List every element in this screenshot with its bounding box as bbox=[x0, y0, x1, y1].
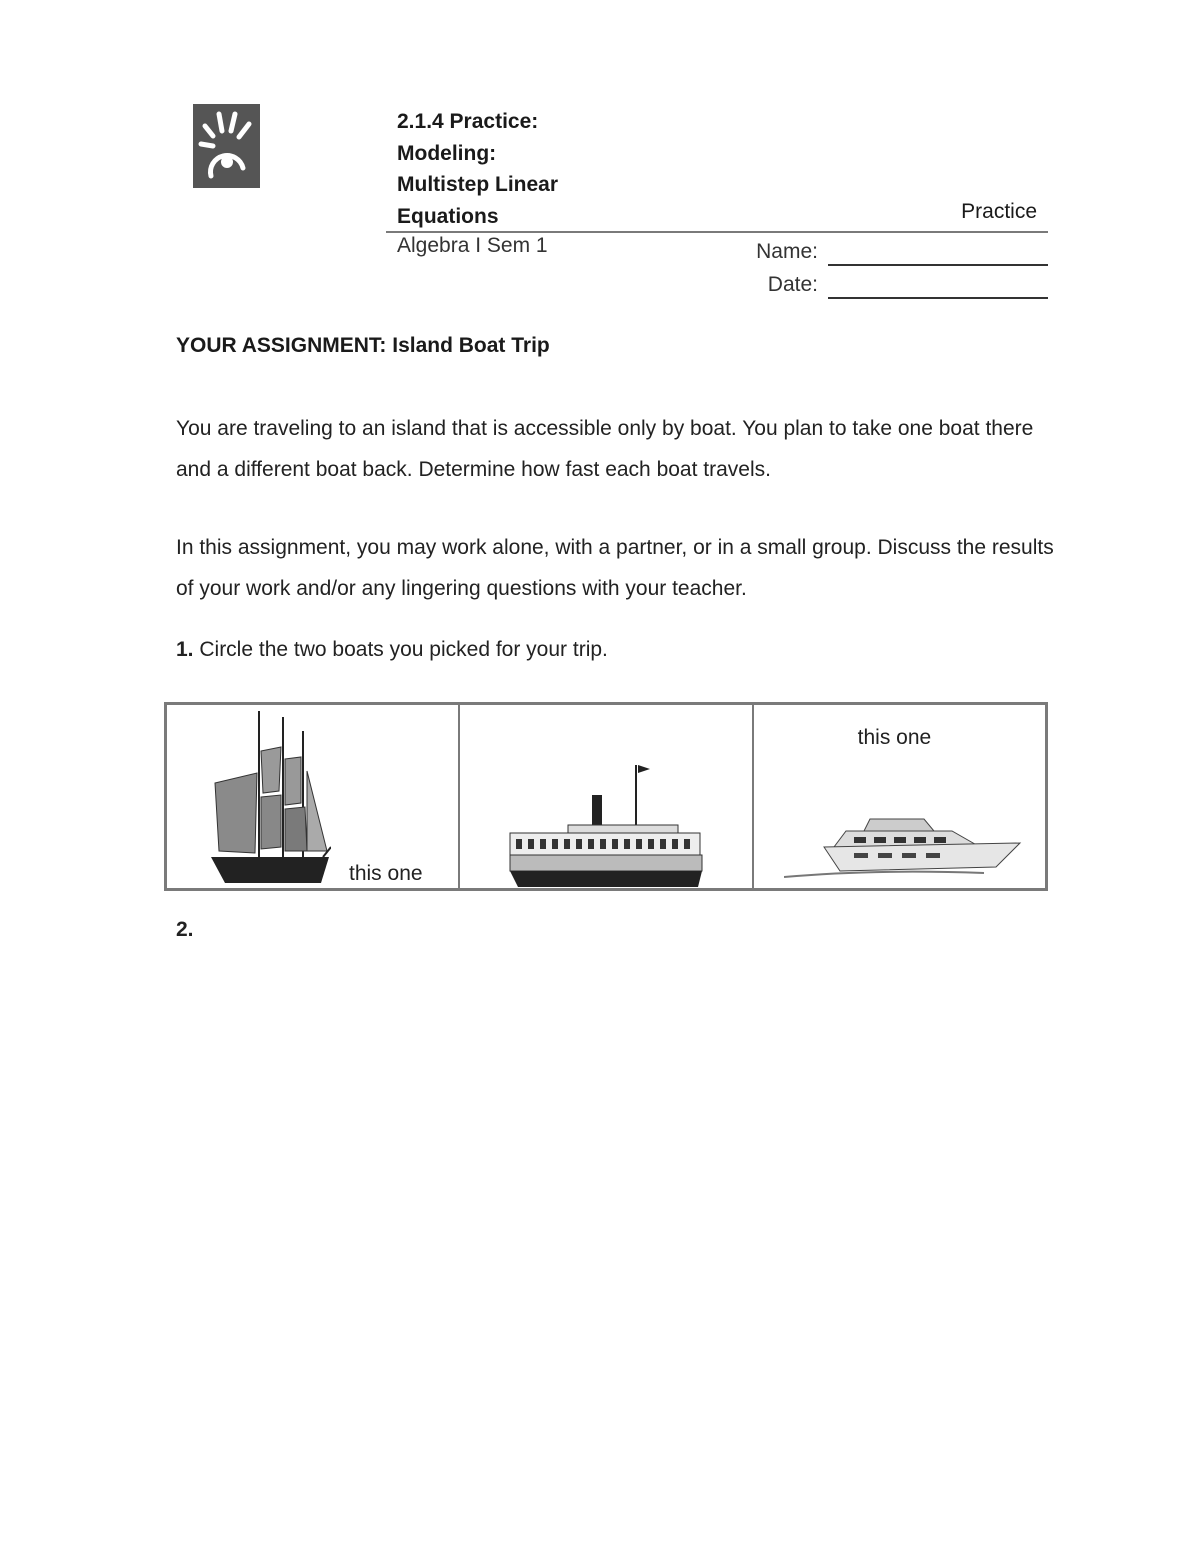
boat-annotation: this one bbox=[857, 726, 932, 749]
title-line: Equations bbox=[397, 204, 499, 228]
date-field[interactable] bbox=[828, 297, 1048, 299]
header-divider bbox=[386, 231, 1048, 233]
document-type-label: Practice bbox=[961, 200, 1037, 223]
yacht-icon bbox=[784, 813, 1024, 885]
steamboat-icon bbox=[508, 761, 706, 889]
title-line: Modeling: bbox=[397, 141, 497, 165]
assignment-heading: YOUR ASSIGNMENT: Island Boat Trip bbox=[176, 334, 550, 357]
sailing-ship-icon bbox=[211, 711, 331, 887]
document-title bbox=[397, 106, 797, 232]
question-number: 1. bbox=[176, 638, 194, 661]
title-line: 2.1.4 Practice: bbox=[397, 110, 539, 133]
question-2 bbox=[176, 918, 194, 942]
boat-choice-table bbox=[164, 702, 1048, 891]
instructions-paragraph: In this assignment, you may work alone, with a partner, or in a small group. Discuss the results of your work and/or any lingering questions with your teacher. bbox=[176, 536, 1054, 600]
name-field[interactable] bbox=[828, 264, 1048, 266]
course-label: Algebra I Sem 1 bbox=[397, 234, 548, 257]
question-1 bbox=[176, 638, 608, 662]
sun-logo-icon bbox=[193, 104, 260, 188]
question-text: Circle the two boats you picked for your trip. bbox=[199, 638, 608, 661]
question-number: 2. bbox=[176, 918, 194, 941]
date-label: Date: bbox=[767, 273, 818, 296]
boat-option-yacht[interactable] bbox=[754, 705, 1045, 888]
boat-annotation: this one bbox=[349, 862, 423, 885]
intro-paragraph: You are traveling to an island that is accessible only by boat. You plan to take one boat there and a different boat back. Determine how fast each boat travels. bbox=[176, 417, 1034, 481]
name-label: Name: bbox=[756, 240, 818, 263]
boat-option-sailing-ship[interactable] bbox=[167, 705, 460, 888]
title-line: Multistep Linear bbox=[397, 173, 559, 196]
boat-option-steamboat[interactable] bbox=[460, 705, 753, 888]
